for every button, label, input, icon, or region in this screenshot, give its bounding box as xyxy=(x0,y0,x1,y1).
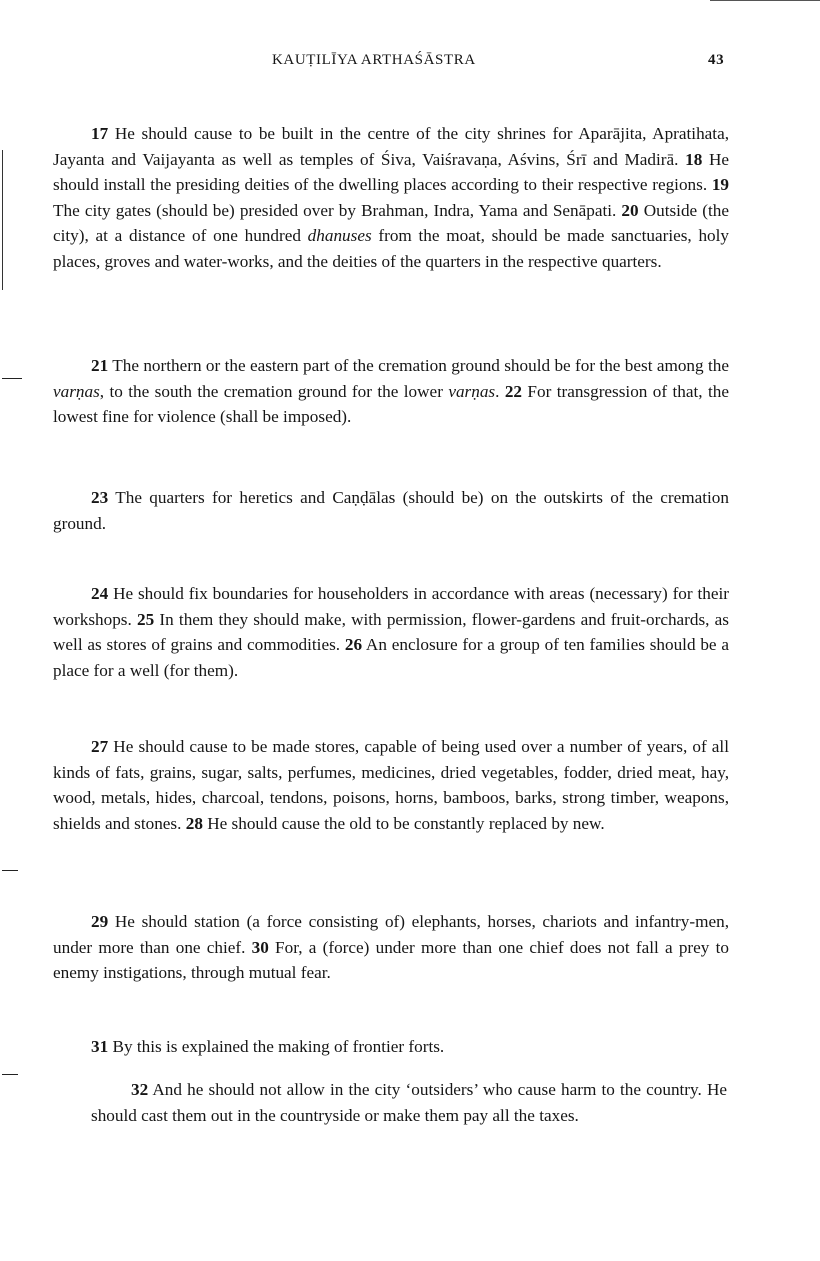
sutra-number: 29 xyxy=(91,912,109,931)
paragraph-24-26 xyxy=(53,581,729,683)
italic-term: varṇas xyxy=(448,381,496,401)
sutra-number: 20 xyxy=(621,200,639,220)
sutra-text: He should cause the old to be constantly replaced by new. xyxy=(202,813,605,833)
sutra-text: He should install the presiding deities of the dwelling places according to their respective regions. xyxy=(53,149,729,194)
sutra-text: In them they should make, with permission, flower-gardens and fruit-orchards, as well as stores of grains and commodities. xyxy=(53,609,730,654)
sutra-number: 31 xyxy=(91,1037,109,1056)
sutra-text: For transgression of that, the lowest fine for violence (shall be imposed). xyxy=(53,381,729,426)
sutra-number: 25 xyxy=(137,609,155,629)
sutra-number: 27 xyxy=(91,737,109,756)
sutra-text: For, a (force) under more than one chief does not fall a prey to enemy instigations, through mutual fear. xyxy=(53,937,729,982)
paragraph-32 xyxy=(91,1077,727,1128)
sutra-text: He should station (a force consisting of) elephants, horses, chariots and infantry-men, under more than one chief. xyxy=(53,912,729,957)
sutra-number: 24 xyxy=(91,584,109,603)
sutra-number: 22 xyxy=(504,381,523,401)
sutra-text: He should fix boundaries for householders in accordance with areas (necessary) for their workshops. xyxy=(53,584,729,629)
italic-term: varṇas xyxy=(53,381,100,401)
margin-mark xyxy=(2,1074,18,1075)
sutra-text: The city gates (should be) presided over by Brahman, Indra, Yama and Senāpati. xyxy=(53,200,622,220)
top-rule xyxy=(710,0,820,1)
sutra-text: from the moat, should be made sanctuaries, holy places, groves and water-works, and the deities of the quarters in the respective quarters. xyxy=(53,226,730,271)
sutra-number: 18 xyxy=(685,149,703,169)
sutra-number: 32 xyxy=(131,1080,149,1099)
sutra-number: 19 xyxy=(711,175,729,194)
sutra-text: An enclosure for a group of ten families should be a place for a well (for them). xyxy=(53,635,729,680)
paragraph-21-22 xyxy=(53,353,729,430)
paragraph-27-28 xyxy=(53,734,729,836)
margin-mark xyxy=(2,378,22,379)
sutra-text: . xyxy=(495,381,505,401)
sutra-number: 28 xyxy=(185,813,203,833)
sutra-text: By this is explained the making of frontier forts. xyxy=(108,1037,445,1056)
running-header xyxy=(0,52,820,76)
paragraph-17-20 xyxy=(53,121,729,274)
paragraph-29-30 xyxy=(53,909,729,986)
paragraph-31 xyxy=(53,1034,729,1060)
sutra-text: He should cause to be built in the centre of the city shrines for Aparājita, Apratihata, Jayanta and Vaijayanta as well as temples of Śiva, Vaiśravaṇa, Aśvins, Śrī and Madirā. xyxy=(53,124,729,169)
sutra-text: , to the south the cremation ground for the lower xyxy=(99,381,449,401)
paragraph-23 xyxy=(53,485,729,536)
sutra-text: The northern or the eastern part of the cremation ground should be for the best among the xyxy=(108,356,729,375)
sutra-text: He should cause to be made stores, capable of being used over a number of years, of all kinds of fats, grains, sugar, salts, perfumes, medicines, dried vegetables, fodder, dried meat, hay, wood, metals, hides, charcoal, tendons, poisons, horns, bamboos, barks, strong timber, weapons, shields and stones. xyxy=(53,737,729,833)
margin-mark xyxy=(2,870,18,871)
sutra-number: 23 xyxy=(91,488,109,507)
sutra-text: The quarters for heretics and Caṇḍālas (should be) on the outskirts of the cremation ground. xyxy=(53,488,729,533)
sutra-number: 17 xyxy=(91,124,109,143)
sutra-number: 21 xyxy=(91,356,109,375)
page-number: 43 xyxy=(708,52,725,68)
sutra-number: 30 xyxy=(251,937,269,957)
margin-mark xyxy=(2,150,3,290)
sutra-text: Outside (the city), at a distance of one hundred xyxy=(53,200,729,245)
sutra-text: And he should not allow in the city ‘outsiders’ who cause harm to the country. He should cast them out in the countryside or make them pay all the taxes. xyxy=(91,1080,727,1125)
italic-term: dhanuses xyxy=(307,226,372,245)
sutra-number: 26 xyxy=(344,635,363,654)
running-title: KAUṬILĪYA ARTHAŚĀSTRA xyxy=(272,52,476,68)
